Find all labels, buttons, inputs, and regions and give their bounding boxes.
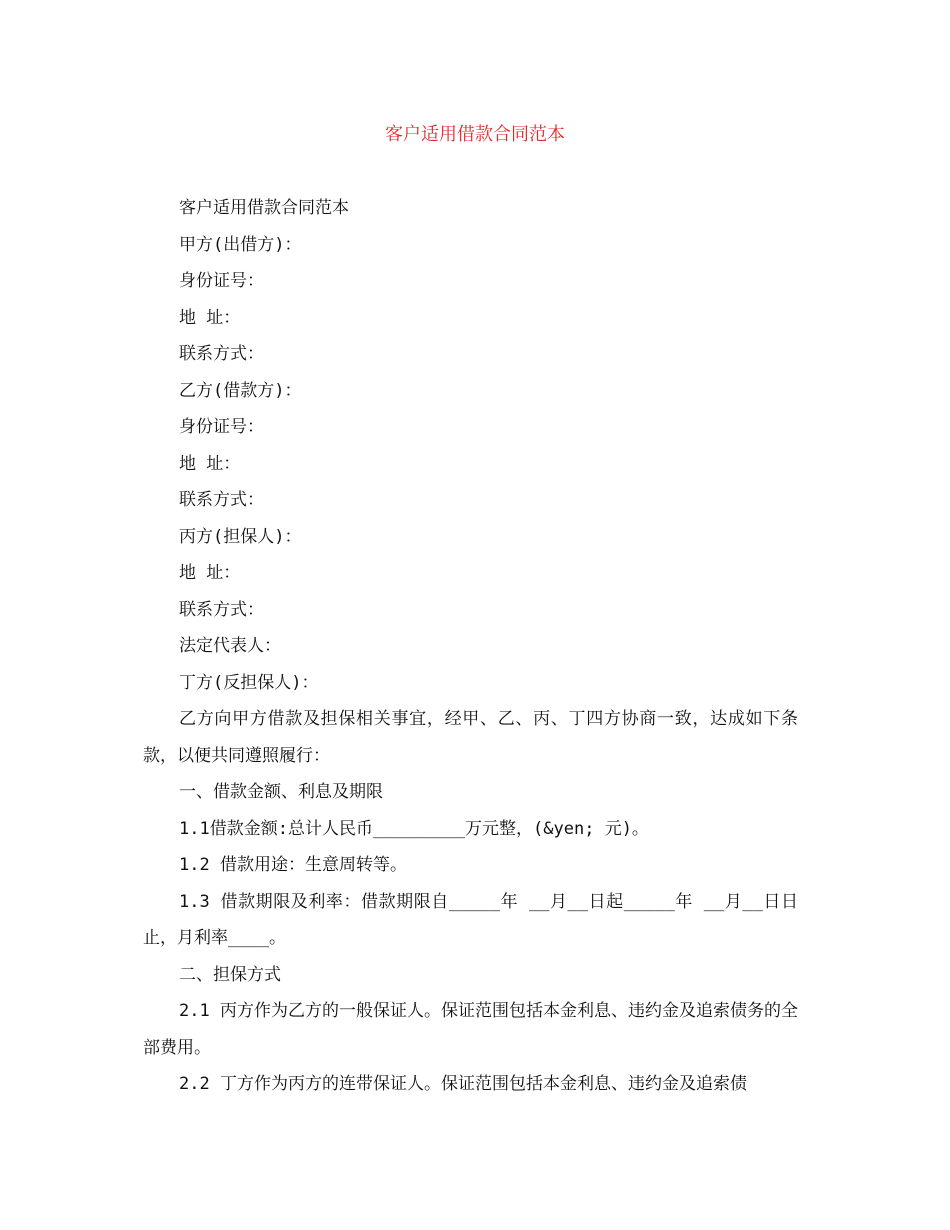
- party-a-id: 身份证号：: [179, 271, 264, 291]
- clause-1-1: 1.1借款金额:总计人民币_________万元整，(&yen; 元)。: [179, 818, 649, 839]
- party-a-label: 甲方(出借方)：: [179, 234, 302, 255]
- party-c-contact: 联系方式：: [179, 599, 264, 620]
- document-body: [143, 190, 798, 1103]
- section-heading-2: 二、担保方式: [179, 964, 281, 985]
- party-b-id: 身份证号：: [179, 417, 264, 437]
- party-c-label: 丙方(担保人)：: [179, 526, 302, 547]
- clause-2-2: 2.2 丁方作为丙方的连带保证人。保证范围包括本金利息、违约金及追索债: [179, 1074, 747, 1094]
- subtitle-line: 客户适用借款合同范本: [179, 198, 349, 218]
- intro-paragraph: 乙方向甲方借款及担保相关事宜，经甲、乙、丙、丁四方协商一致，达成如下条款，以便共同遵照履行：: [143, 709, 798, 766]
- clause-1-3: 1.3 借款期限及利率：借款期限自_____年 __月__日起_____年 __月__日日止，月利率____。: [143, 891, 798, 948]
- party-a-address: 地 址：: [179, 307, 241, 328]
- party-c-representative: 法定代表人：: [179, 636, 281, 656]
- clause-2-1: 2.1 丙方作为乙方的一般保证人。保证范围包括本金利息、违约金及追索债务的全部费用。: [143, 1001, 798, 1058]
- party-b-label: 乙方(借款方)：: [179, 380, 302, 401]
- clause-1-2: 1.2 借款用途：生意周转等。: [179, 855, 407, 875]
- party-a-contact: 联系方式：: [179, 344, 264, 364]
- party-b-contact: 联系方式：: [179, 490, 264, 510]
- party-b-address: 地 址：: [179, 453, 241, 474]
- party-c-address: 地 址：: [179, 563, 241, 583]
- party-d-label: 丁方(反担保人)：: [179, 672, 319, 693]
- document-title: 客户适用借款合同范本: [385, 124, 565, 145]
- section-heading-1: 一、借款金额、利息及期限: [179, 782, 383, 802]
